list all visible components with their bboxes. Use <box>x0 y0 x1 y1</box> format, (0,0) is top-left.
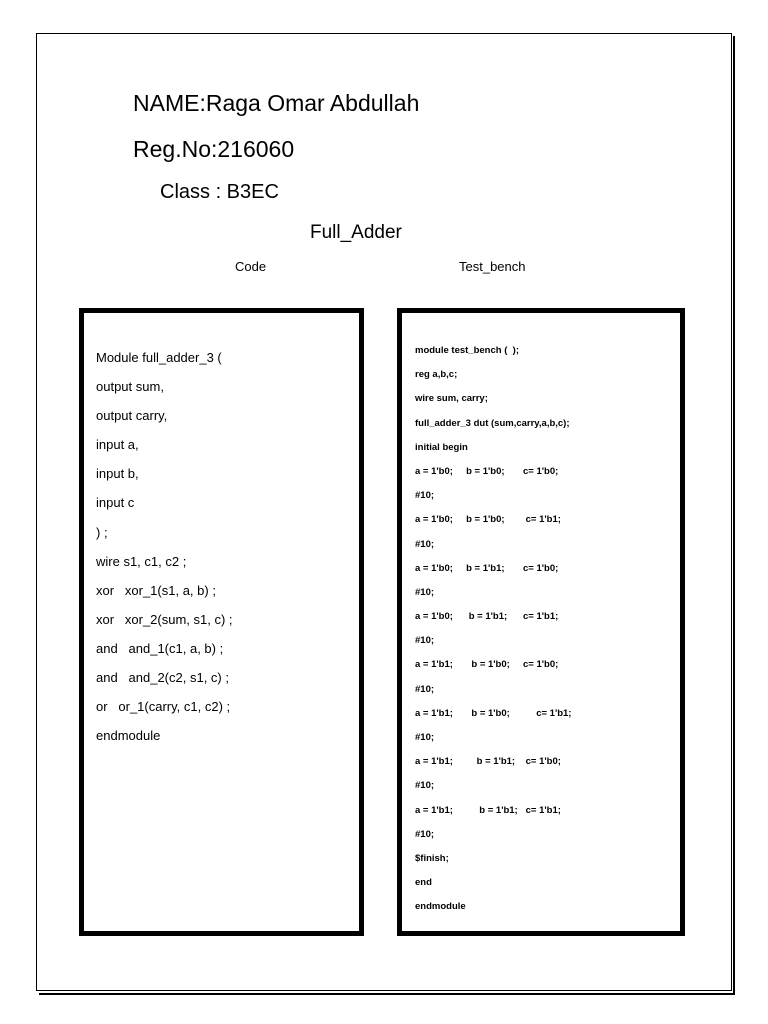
testbench-listing <box>415 344 571 925</box>
code-heading: Code <box>235 259 267 274</box>
code-listing <box>96 350 233 757</box>
testbench-line: endmodule <box>415 901 466 913</box>
testbench-line: a = 1'b0; b = 1'b1; c= 1'b0; <box>415 562 559 574</box>
code-line: wire s1, c1, c2 ; <box>96 553 187 569</box>
code-line: input c <box>96 495 135 511</box>
testbench-line: #10; <box>415 635 435 647</box>
testbench-line: a = 1'b0; b = 1'b0; c= 1'b1; <box>415 514 561 526</box>
testbench-line: a = 1'b1; b = 1'b0; c= 1'b1; <box>415 707 572 719</box>
registration-number: Reg.No:216060 <box>133 136 295 162</box>
testbench-line: initial begin <box>415 441 468 453</box>
testbench-line: module test_bench ( ); <box>415 345 519 356</box>
testbench-line: a = 1'b1; b = 1'b1; c= 1'b1; <box>415 804 561 816</box>
page-shadow-bottom <box>39 993 735 995</box>
document-title: Full_Adder <box>310 222 402 243</box>
code-line: output carry, <box>96 408 168 424</box>
code-line: input a, <box>96 437 139 453</box>
code-line: output sum, <box>96 379 164 395</box>
testbench-line: full_adder_3 dut (sum,carry,a,b,c); <box>415 417 570 429</box>
code-line: and and_1(c1, a, b) ; <box>96 640 224 656</box>
code-line: input b, <box>96 466 139 482</box>
code-line: and and_2(c2, s1, c) ; <box>96 670 229 686</box>
testbench-line: $finish; <box>415 852 449 864</box>
code-line: or or_1(carry, c1, c2) ; <box>96 699 231 715</box>
code-line: xor xor_1(s1, a, b) ; <box>96 582 216 598</box>
testbench-line: #10; <box>415 828 435 840</box>
code-line: endmodule <box>96 728 161 744</box>
testbench-line: a = 1'b0; b = 1'b0; c= 1'b0; <box>415 465 559 477</box>
testbench-heading: Test_bench <box>459 259 526 274</box>
testbench-line: reg a,b,c; <box>415 369 458 381</box>
testbench-line: end <box>415 877 432 889</box>
code-line: ) ; <box>96 524 108 540</box>
page-shadow-right <box>733 36 735 994</box>
testbench-line: #10; <box>415 683 435 695</box>
testbench-line: #10; <box>415 732 435 743</box>
testbench-line: a = 1'b1; b = 1'b1; c= 1'b0; <box>415 756 561 768</box>
testbench-line: wire sum, carry; <box>415 393 488 405</box>
code-line: xor xor_2(sum, s1, c) ; <box>96 611 233 627</box>
code-line: Module full_adder_3 ( <box>96 350 222 365</box>
testbench-line: a = 1'b0; b = 1'b1; c= 1'b1; <box>415 611 559 623</box>
class-label: Class : B3EC <box>160 181 279 203</box>
testbench-line: #10; <box>415 490 435 502</box>
testbench-line: a = 1'b1; b = 1'b0; c= 1'b0; <box>415 659 559 671</box>
student-name: NAME:Raga Omar Abdullah <box>133 90 420 116</box>
testbench-line: #10; <box>415 780 435 792</box>
testbench-line: #10; <box>415 586 435 598</box>
testbench-line: #10; <box>415 538 435 550</box>
